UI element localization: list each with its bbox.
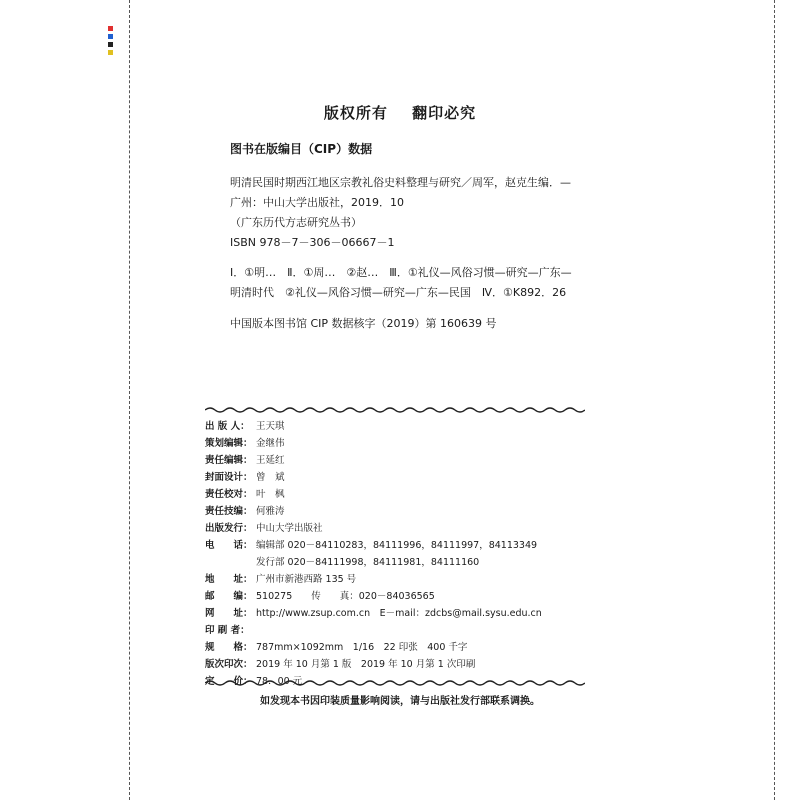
info-value: 广州市新港西路 135 号: [256, 574, 357, 585]
info-label: 责任编辑：: [205, 455, 253, 466]
replacement-notice: 如发现本书因印装质量影响阅读，请与出版社发行部联系调换。: [260, 696, 540, 707]
info-label: 规 格：: [205, 642, 253, 653]
color-mark-yellow: [108, 50, 113, 55]
cip-line: （广东历代方志研究丛书）: [230, 216, 362, 229]
copyright-left: 版权所有: [323, 104, 388, 122]
info-value: 中山大学出版社: [256, 523, 323, 534]
info-value: 叶 枫: [256, 489, 285, 500]
info-value: 金继伟: [256, 438, 285, 449]
cip-record-number: 中国版本图书馆 CIP 数据核字（2019）第 160639 号: [230, 317, 497, 330]
color-mark-black: [108, 42, 113, 47]
info-label: 地 址：: [205, 574, 253, 585]
info-value: 发行部 020－84111998，84111981，84111160: [256, 557, 480, 568]
info-value: 何雅涛: [256, 506, 285, 517]
info-label: 定 价：: [205, 676, 253, 687]
info-label: 责任技编：: [205, 506, 253, 517]
info-value: 510275 传 真：020－84036565: [256, 591, 435, 602]
info-value: 王天琪: [256, 421, 285, 432]
info-label: 责任校对：: [205, 489, 253, 500]
registration-marks: [108, 26, 116, 58]
cip-line: ISBN 978－7－306－06667－1: [230, 236, 395, 249]
info-value: http://www.zsup.com.cn E－mail：zdcbs@mail.sysu.edu.cn: [256, 608, 542, 619]
info-label: 网 址：: [205, 608, 253, 619]
info-value: 2019 年 10 月第 1 版 2019 年 10 月第 1 次印刷: [256, 659, 476, 670]
info-label: 策划编辑：: [205, 438, 253, 449]
wave-divider-top: [205, 406, 585, 414]
info-label: 出 版 人：: [205, 421, 250, 432]
cip-line: 广州：中山大学出版社，2019．10: [230, 196, 404, 209]
info-label: 封面设计：: [205, 472, 253, 483]
info-value: 78．00 元: [256, 676, 303, 687]
info-value: 787mm×1092mm 1/16 22 印张 400 千字: [256, 642, 468, 653]
copyright-right: 翻印必究: [412, 104, 477, 122]
classification-line: Ⅰ．①明… Ⅱ．①周… ②赵… Ⅲ．①礼仪—风俗习惯—研究—广东—: [230, 266, 572, 279]
info-label: 电 话：: [205, 540, 253, 551]
info-value: 王延红: [256, 455, 285, 466]
copyright-title: [0, 102, 800, 123]
info-label: 版次印次：: [205, 659, 253, 670]
color-mark-red: [108, 26, 113, 31]
cip-line: 明清民国时期西江地区宗教礼俗史料整理与研究／周军，赵克生编．—: [230, 176, 571, 189]
color-mark-blue: [108, 34, 113, 39]
classification-line: 明清时代 ②礼仪—风俗习惯—研究—广东—民国 Ⅳ．①K892．26: [230, 286, 567, 299]
info-label: 邮 编：: [205, 591, 253, 602]
info-label: 印 刷 者：: [205, 625, 250, 636]
info-label: 出版发行：: [205, 523, 253, 534]
wave-divider-bottom: [205, 679, 585, 687]
info-value: 曾 斌: [256, 472, 285, 483]
cip-heading: 图书在版编目（CIP）数据: [230, 142, 373, 156]
info-value: 编辑部 020－84110283，84111996，84111997，84113349: [256, 540, 538, 551]
